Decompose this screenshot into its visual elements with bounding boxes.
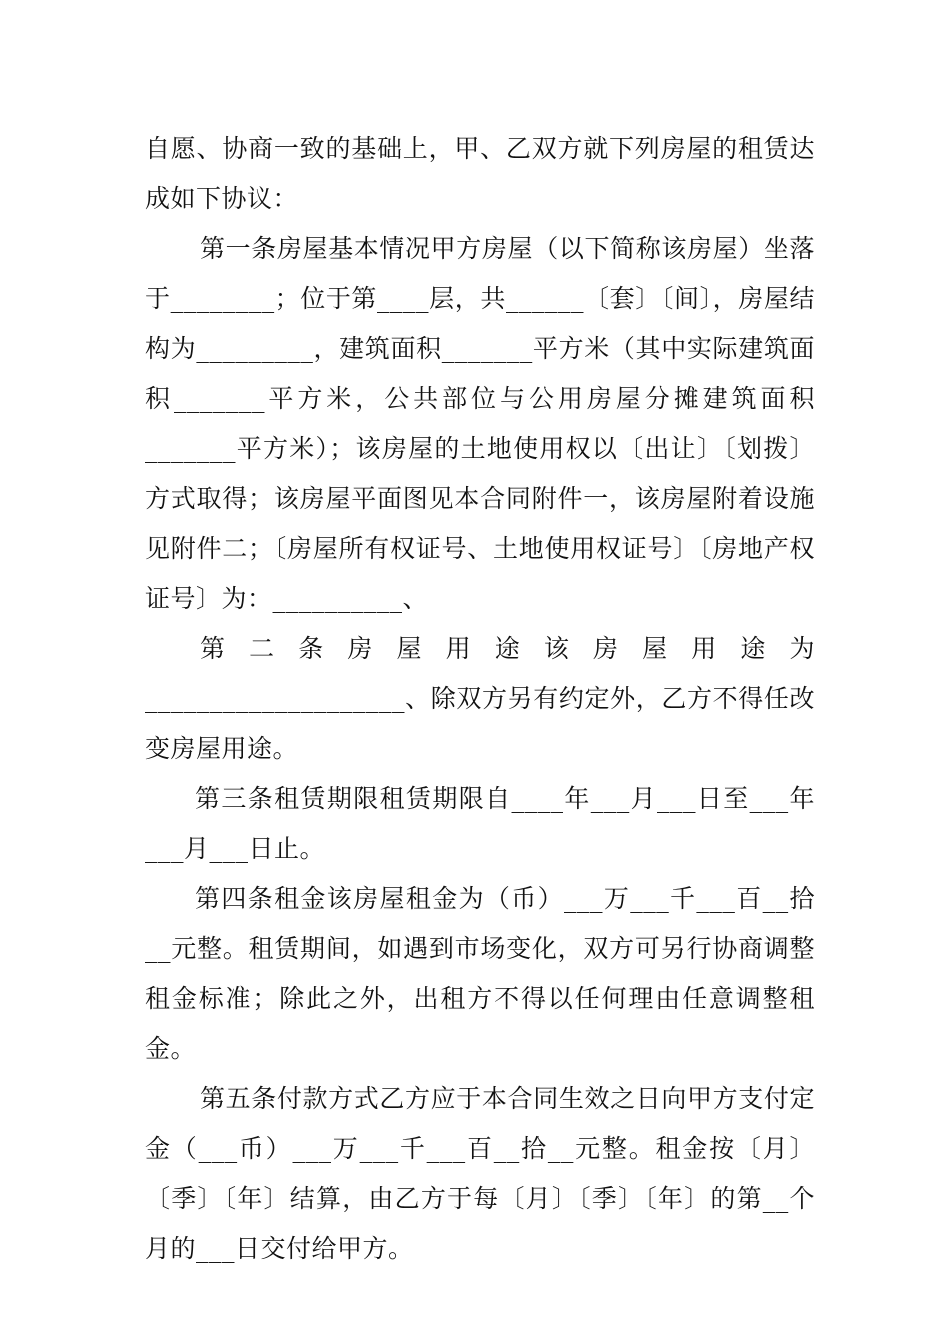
paragraph-intro: 自愿、协商一致的基础上，甲、乙双方就下列房屋的租赁达成如下协议： [145,134,815,213]
paragraph-article-4: 第四条租金该房屋租金为（币）___万___千___百__拾__元整。租赁期间，如遇到市场变化，双方可另行协商调整租金标准；除此之外，出租方不得以任何理由任意调整租金。 [145,884,815,1063]
document-body [145,124,815,1274]
paragraph-article-3: 第三条租赁期限租赁期限自____年___月___日至___年___月___日止。 [145,784,815,863]
paragraph-article-2: 第二条房屋用途该房屋用途为____________________、除双方另有约定外，乙方不得任改变房屋用途。 [145,634,815,763]
paragraph-article-5: 第五条付款方式乙方应于本合同生效之日向甲方支付定金（___币）___万___千___百__拾__元整。租金按〔月〕〔季〕〔年〕结算，由乙方于每〔月〕〔季〕〔年〕的第__个月的___日交付给甲方。 [145,1084,815,1263]
paragraph-article-1: 第一条房屋基本情况甲方房屋（以下简称该房屋）坐落于________；位于第____层，共______〔套〕〔间〕，房屋结构为_________，建筑面积_______平方米（其中实际建筑面积_______平方米，公共部位与公用房屋分摊建筑面积_______平方米）；该房屋的土地使用权以〔出让〕〔划拨〕方式取得；该房屋平面图见本合同附件一，该房屋附着设施见附件二；〔房屋所有权证号、土地使用权证号〕〔房地产权证号〕为：__________、 [145,234,815,613]
